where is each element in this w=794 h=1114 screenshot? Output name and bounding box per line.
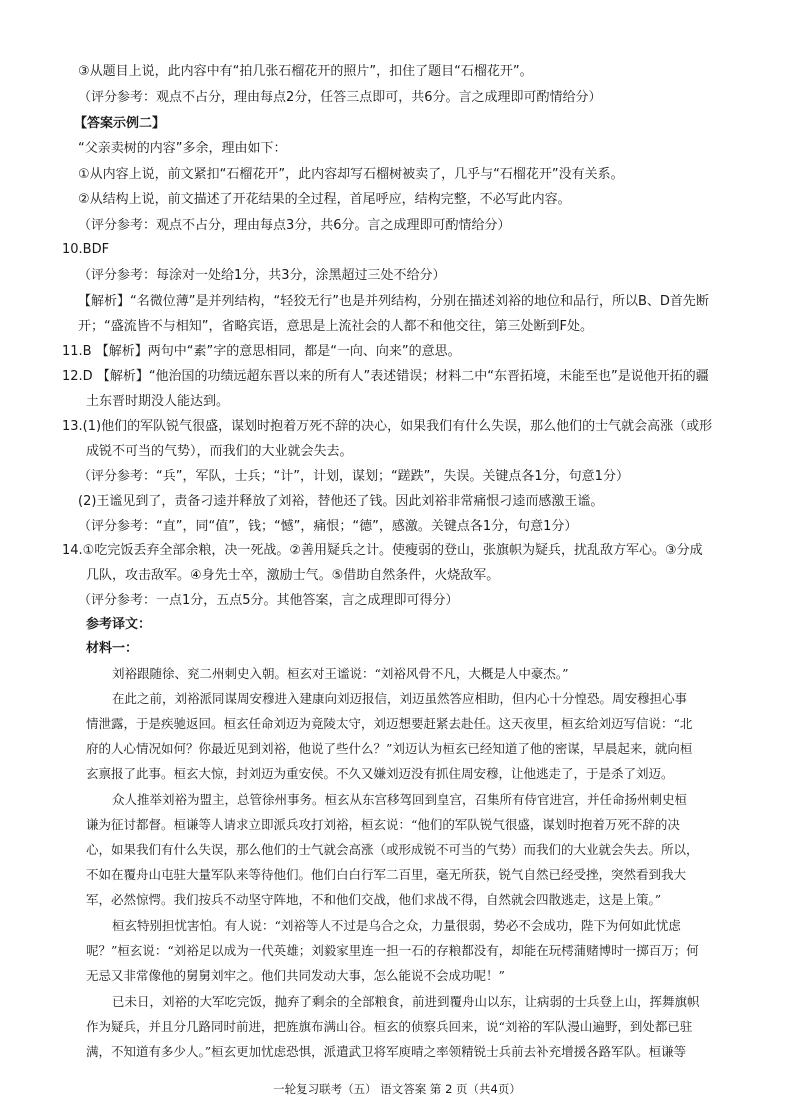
answer-line: 几队，攻击敌军。④身先士卒，激励士气。⑤借助自然条件，火烧敌军。 — [86, 568, 500, 583]
translation-line: 呢？”桓玄说：“刘裕足以成为一代英雄；刘毅家里连一担一石的存粮都没有，却能在玩樗蒲赌博时一掷百万；何 — [86, 943, 699, 958]
translation-line: 无忌又非常像他的舅舅刘牢之。他们共同发动大事，怎么能说不会成功呢！” — [86, 968, 505, 983]
section-heading: 材料一： — [86, 641, 139, 656]
answer-line: ①从内容上说，前文紧扣“石榴花开”，此内容却写石榴树被卖了，几乎与“石榴花开”没有关系。 — [78, 167, 624, 182]
question-answer: 12.D 【解析】“他治国的功绩远超东晋以来的所有人”表述错误；材料二中“东晋拓境，未能至也”是说他开拓的疆 — [62, 369, 709, 384]
question-answer: 13.(1)他们的军队锐气很盛，谋划时抱着万死不辞的决心，如果我们有什么失误，那么他们的士气就会高涨（或形 — [62, 419, 713, 434]
section-heading: 参考译文： — [86, 617, 152, 632]
question-answer: 11.B 【解析】两句中“素”字的意思相同，都是“一向、向来”的意思。 — [62, 344, 461, 359]
translation-line: 谦为征讨都督。桓谦等人请求立即派兵攻打刘裕，桓玄说：“他们的军队锐气很盛，谋划时抱着万死不辞的决 — [86, 817, 680, 832]
answer-line: ②从结构上说，前文描述了开花结果的全过程，首尾呼应，结构完整，不必写此内容。 — [78, 192, 571, 207]
translation-line: 在此之前，刘裕派同谋周安穆进入建康向刘迈报信，刘迈虽然答应相助，但内心十分惶恐。周安穆担心事 — [112, 691, 688, 706]
translation-line: 玄禀报了此事。桓玄大惊，封刘迈为重安侯。不久又嫌刘迈没有抓住周安穆，让他逃走了，于是杀了刘迈。 — [86, 766, 674, 781]
analysis-line: 【解析】“名微位薄”是并列结构，“轻狡无行”也是并列结构，分别在描述刘裕的地位和品行，所以B、D首先断 — [78, 294, 709, 309]
answer-line: ③从题目上说，此内容中有“拍几张石榴花开的照片”，扣住了题目“石榴花开”。 — [78, 64, 533, 79]
translation-line: 满，不知道有多少人。”桓玄更加忧虑恐惧，派遣武卫将军庾晴之率领精锐士兵前去补充增援各路军队。桓谦等 — [86, 1044, 687, 1059]
answer-line: 成锐不可当的气势），而我们的大业就会失去。 — [86, 444, 353, 459]
translation-line: 桓玄特别担忧害怕。有人说：“刘裕等人不过是乌合之众，力量很弱，势必不会成功，陛下为何如此忧虑 — [112, 918, 681, 933]
answer-line: （评分参考：“兵”，军队，士兵；“计”，计划，谋划；“蹉跌”，失误。关键点各1分，句意1分） — [78, 469, 629, 484]
section-heading: 【答案示例二】 — [74, 116, 166, 131]
question-answer: 10.BDF — [62, 242, 110, 257]
answer-line: （评分参考：观点不占分，理由每点2分，任答三点即可，共6分。言之成理即可酌情给分） — [78, 90, 602, 105]
translation-line: 已未日，刘裕的大军吃完饭，抛弃了剩余的全部粮食，前进到覆舟山以东，让病弱的士兵登上山，挥舞旗帜 — [112, 994, 700, 1009]
answer-line: “父亲卖树的内容”多余，理由如下： — [78, 141, 287, 156]
translation-line: 府的人心情况如何？你最近见到刘裕，他说了些什么？”刘迈认为桓玄已经知道了他的密谋，早晨起来，就向桓 — [86, 741, 693, 756]
translation-line: 不如在覆舟山屯驻大量军队来等待他们。他们白白行军二百里，毫无所获，锐气自然已经受挫，突然看到我大 — [86, 867, 687, 882]
answer-line: （评分参考：观点不占分，理由每点3分，共6分。言之成理即可酌情给分） — [78, 218, 511, 233]
translation-line: 众人推举刘裕为盟主，总管徐州事务。桓玄从东宫移驾回到皇宫，召集所有侍官进宫，并任命扬州刺史桓 — [112, 792, 688, 807]
translation-line: 情泄露，于是疾驰返回。桓玄任命刘迈为竟陵太守，刘迈想要赶紧去赴任。这天夜里，桓玄给刘迈写信说：“北 — [86, 716, 693, 731]
answer-line: （评分参考：一点1分，五点5分。其他答案，言之成理即可得分） — [78, 593, 459, 608]
translation-line: 心，如果我们有什么失误，那么他们的士气就会高涨（或形成锐不可当的气势）而我们的大业就会失去。所以， — [86, 842, 699, 857]
translation-line: 作为疑兵，并且分几路同时前进，把旌旗布满山谷。桓玄的侦察兵回来，说“刘裕的军队漫山遍野，到处都已驻 — [86, 1019, 693, 1034]
answer-line: (2)王谧见到了，责备刁逵并释放了刘裕，替他还了钱。因此刘裕非常痛恨刁逵而感激王谧。 — [78, 494, 604, 509]
answer-line: （评分参考：每涂对一处给1分，共3分，涂黑超过三处不给分） — [78, 268, 446, 283]
analysis-line: 开；“盛流皆不与相知”，省略宾语，意思是上流社会的人都不和他交往，第三处断到F处。 — [78, 319, 593, 334]
answer-line: 土东晋时期没人能达到。 — [86, 394, 230, 409]
translation-line: 刘裕跟随徐、兖二州刺史入朝。桓玄对王谧说：“刘裕风骨不凡，大概是人中豪杰。” — [112, 666, 569, 681]
question-answer: 14.①吃完饭丢弃全部余粮，决一死战。②善用疑兵之计。使瘦弱的登山，张旗帜为疑兵，扰乱敌方军心。③分成 — [62, 543, 703, 558]
translation-line: 军，必然惊愕。我们按兵不动坚守阵地，不和他们交战，他们求战不得，自然就会四散逃走，这是上策。” — [86, 892, 662, 907]
answer-line: （评分参考：“直”，同“值”，钱；“憾”，痛恨；“德”，感激。关键点各1分，句意1分） — [78, 519, 578, 534]
page-footer: 一轮复习联考（五） 语文答案 第 2 页（共4页） — [273, 1082, 521, 1096]
